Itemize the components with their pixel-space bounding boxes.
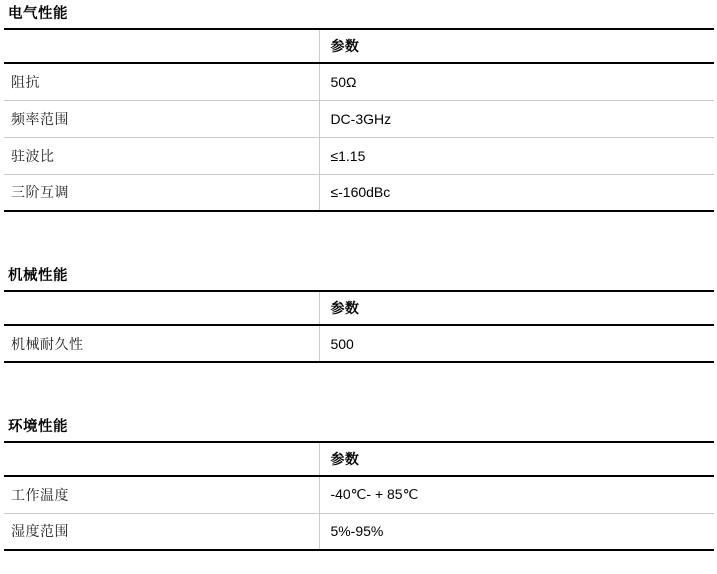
row-label: 三阶互调 (4, 174, 320, 211)
table-header-row (4, 291, 714, 325)
row-label: 湿度范围 (4, 513, 320, 550)
section-title-environmental: 环境性能 (8, 419, 68, 435)
table-row-third-order-intermodulation (4, 174, 714, 211)
section-environmental-performance (4, 420, 714, 551)
spec-table-environmental (4, 441, 714, 551)
row-label: 机械耐久性 (4, 325, 320, 362)
header-empty-cell (4, 29, 320, 63)
header-empty-cell (4, 442, 320, 476)
row-value: 500 (320, 325, 714, 362)
table-row-frequency-range (4, 100, 714, 137)
spec-table-electrical (4, 28, 714, 212)
row-value: 5%-95% (320, 513, 714, 550)
table-header-row (4, 442, 714, 476)
table-row-humidity-range (4, 513, 714, 550)
header-param-cell: 参数 (320, 291, 714, 325)
section-title-mechanical: 机械性能 (8, 268, 68, 284)
section-mechanical-performance (4, 269, 714, 363)
header-param-cell: 参数 (320, 29, 714, 63)
row-label: 频率范围 (4, 100, 320, 137)
row-label: 工作温度 (4, 476, 320, 513)
spec-document (4, 0, 714, 551)
section-electrical-performance (4, 7, 714, 212)
spec-table-mechanical (4, 290, 714, 363)
header-param-cell: 参数 (320, 442, 714, 476)
row-label: 驻波比 (4, 137, 320, 174)
row-value: ≤-160dBc (320, 174, 714, 211)
table-header-row (4, 29, 714, 63)
row-label: 阻抗 (4, 63, 320, 100)
section-title-electrical: 电气性能 (8, 6, 68, 22)
table-row-operating-temperature (4, 476, 714, 513)
row-value: -40℃- + 85℃ (320, 476, 714, 513)
row-value: ≤1.15 (320, 137, 714, 174)
table-row-impedance (4, 63, 714, 100)
row-value: 50Ω (320, 63, 714, 100)
table-row-mechanical-durability (4, 325, 714, 362)
header-empty-cell (4, 291, 320, 325)
table-row-vswr (4, 137, 714, 174)
row-value: DC-3GHz (320, 100, 714, 137)
